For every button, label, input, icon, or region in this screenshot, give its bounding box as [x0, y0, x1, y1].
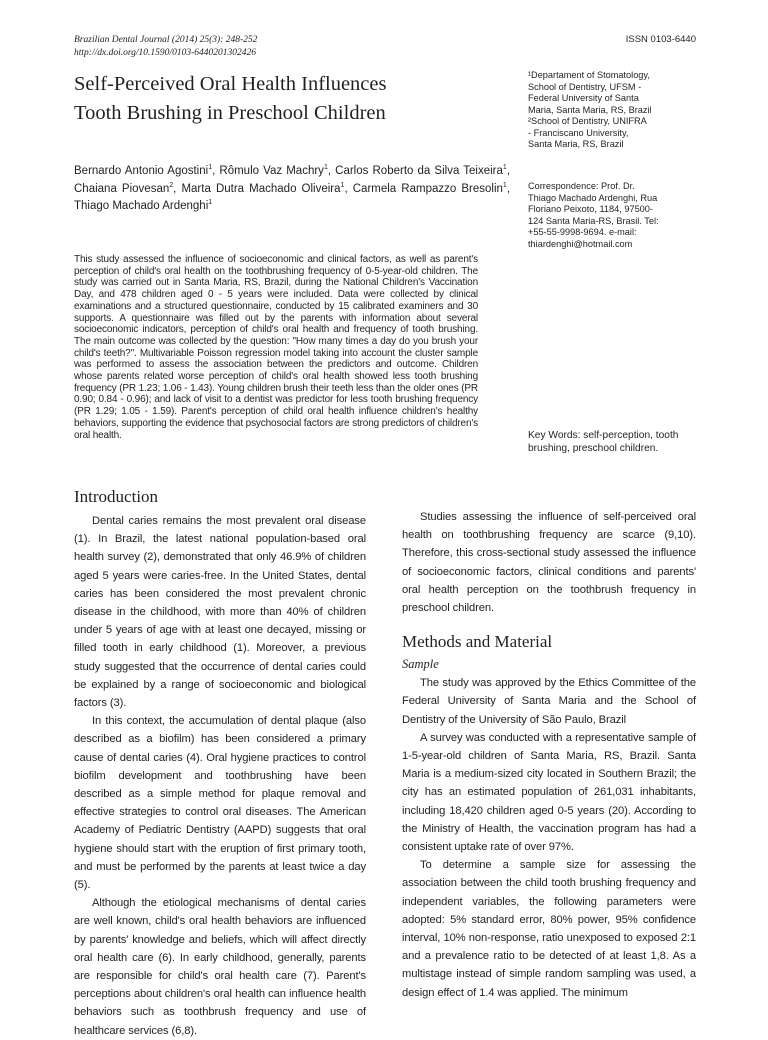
author-affiliation-mark: 1: [502, 181, 507, 189]
correspondence: [528, 181, 698, 250]
author-affiliation-mark: 1: [502, 164, 507, 172]
affiliation-line: Santa Maria, RS, Brazil: [528, 139, 624, 149]
affiliation-line: Maria, Santa Maria, RS, Brazil: [528, 104, 652, 115]
body-paragraph: Dental caries remains the most prevalent oral disease (1). In Brazil, the latest national population-based oral health survey (2), demonstrated that only 46.9% of children aged 5 years were caries-free. In the United States, dental caries has been considered the most prevalent chronic disease in the childhood, with more than 40% of children under 5 years of age with at least one decayed, missing or filled tooth in early childhood (1). Moreover, a previous study suggested that the occurrence of dental caries could be explained by a range of socioeconomic and biological factors (3).: [74, 515, 366, 710]
author-name: Marta Dutra Machado Oliveira: [181, 182, 341, 195]
affiliation-line: Federal University of Santa: [528, 93, 639, 103]
keywords: [528, 430, 698, 455]
right-column: [402, 508, 696, 1002]
author-name: Carmela Rampazzo Bresolin: [352, 182, 503, 195]
title-line-1: Self-Perceived Oral Health Influences: [74, 73, 387, 95]
body-paragraph: Studies assessing the influence of self-perceived oral health on toothbrushing frequency are scarce (9,10). Therefore, this cross-sectional study assessed the influence of socioeconomic factors, clinical conditions and parents' oral health perception on the toothbrush frequency in preschool children.: [402, 511, 696, 615]
body-paragraph: A survey was conducted with a representative sample of 1-5-year-old children of Santa Maria, RS, Brazil. Santa Maria is a medium-sized city located in Southern Brazil; the city has an estimated population of 261,031 inhabitants, including 18,420 children aged 0-5 years (20). According to the Ministry of Health, the vaccination program has had a consistent uptake rate of over 97%.: [402, 731, 696, 854]
correspondence-line: Correspondence: Prof. Dr.: [528, 181, 635, 191]
journal-citation: Brazilian Dental Journal (2014) 25(3): 248-252: [74, 35, 258, 45]
author-name: Rômulo Vaz Machry: [219, 165, 324, 177]
affiliation-line: School of Dentistry, UFSM -: [528, 81, 642, 92]
correspondence-email[interactable]: thiardenghi@hotmail.com: [528, 238, 633, 249]
affiliation-line: - Franciscano University,: [528, 127, 629, 138]
author-name: Bernardo Antonio Agostini: [74, 165, 209, 177]
methods-heading: Methods and Material: [402, 632, 553, 652]
affiliation-line: ¹Departament of Stomatology,: [528, 70, 650, 80]
body-paragraph: To determine a sample size for assessing the association between the child tooth brushing frequency and independent variables, the following parameters were adopted: 5% standard error, 80% power, 95% confidence interval, 10% non-response, ratio unexposed to exposed 2:1 and a prevalence ratio to be detected of at least 1,8. As a multistage instead of simple random sampling was used, a design effect of 1.4 was applied. The minimum: [402, 859, 696, 999]
body-paragraph: The study was approved by the Ethics Committee of the Federal University of Santa Maria and the School of Dentistry of the University of São Paulo, Brazil: [402, 677, 696, 726]
correspondence-line: Thiago Machado Ardenghi, Rua: [528, 192, 658, 203]
left-column: [74, 486, 366, 1040]
affiliations: [528, 70, 698, 151]
body-paragraph: In this context, the accumulation of dental plaque (also described as a biofilm) has been considered a primary cause of dental caries (4). Oral hygiene practices to control biofilm development and toothbrushing have been described as a simple method for plaque removal and effective strategies to control oral diseases. The American Academy of Pediatric Dentistry (AAPD) suggests that oral hygiene should start with the eruption of first primary tooth, and must be performed by the parents at least twice a day (5).: [74, 715, 366, 892]
issn: ISSN 0103-6440: [625, 34, 696, 45]
author-name: Thiago Machado Ardenghi: [74, 200, 209, 212]
sample-subheading: Sample: [402, 657, 439, 672]
article-title: [74, 70, 494, 128]
journal-info: [74, 34, 494, 59]
correspondence-line: 124 Santa Maria-RS, Brasil. Tel:: [528, 215, 659, 226]
section-spacer: [402, 617, 696, 631]
keywords-line: Key Words: self-perception, tooth: [528, 430, 679, 441]
author-affiliation-mark: 1: [208, 164, 213, 172]
author-affiliation-mark: 1: [323, 164, 328, 172]
correspondence-line: +55-55-9998-9694. e-mail:: [528, 227, 637, 237]
abstract: This study assessed the influence of socioeconomic and clinical factors, as well as parent's perception of child's oral health on the toothbrushing frequency of 0-5-year-old children. The study was carried out in Santa Maria, RS, Brazil, during the National Children's Vaccination Day, and 478 children aged 0 - 5 years were included. Data were collected by clinical examinations and a structured questionnaire, conducted by 15 calibrated examiners and 30 supports. A questionnaire was filled out by the parents with information about several socioeconomic indicators, perception of child's oral health and frequency of tooth brushing. The main outcome was collected by the question: "How many times a day do you brush your child's teeth?". Multivariable Poisson regression model taking into account the cluster sample was performed to assess the association between the predictors and outcome. Children whose parents related worse perception of child's oral health showed less tooth brushing frequency (PR 1.23; 1.06 - 1.43). Young children brush their teeth less than the older ones (PR 0.90; 0.84 - 0.96); and lack of visit to a dentist was predictor for less tooth brushing frequency (PR 1.29; 1.05 - 1.59). Parent's perception of child oral health influence children's healthy behaviors, supporting the evidence that psychosocial factors are strong predictors of children's oral health.: [74, 254, 478, 441]
keywords-line: brushing, preschool children.: [528, 442, 659, 454]
body-paragraph: Although the etiological mechanisms of dental caries are well known, child's oral health behaviors are influenced by parents' knowledge and beliefs, which will affect directly oral health care (6). In early childhood, generally, parents are responsible for child's oral health care (7). Parent's perceptions about children's oral health can influence health behaviors such as toothbrush frequency and use of healthcare services (6,8).: [74, 897, 366, 1037]
author-name: Chaiana Piovesan: [74, 182, 170, 195]
doi-link[interactable]: http://dx.doi.org/10.1590/0103-6440201302426: [74, 47, 256, 58]
correspondence-line: Floriano Peixoto, 1184, 97500-: [528, 204, 653, 214]
author-affiliation-mark: 1: [208, 199, 213, 207]
introduction-heading: Introduction: [74, 487, 159, 506]
title-line-2: Tooth Brushing in Preschool Children: [74, 102, 386, 124]
author-list: Bernardo Antonio Agostini$^1$, Rômulo Vaz Machry$^1$, Carlos Roberto da Silva Teixeira$^1$, Chaiana Piovesan$^2$, Marta Dutra Machado Oliveira$^1$, Carmela Rampazzo Bresolin$^1$, Thiago Machado Ardenghi$^1$: [74, 164, 511, 212]
author-affiliation-mark: 1: [340, 181, 345, 189]
author-name: Carlos Roberto da Silva Teixeira: [335, 165, 503, 177]
affiliation-line: ²School of Dentistry, UNIFRA: [528, 116, 647, 126]
author-affiliation-mark: 2: [169, 181, 174, 189]
